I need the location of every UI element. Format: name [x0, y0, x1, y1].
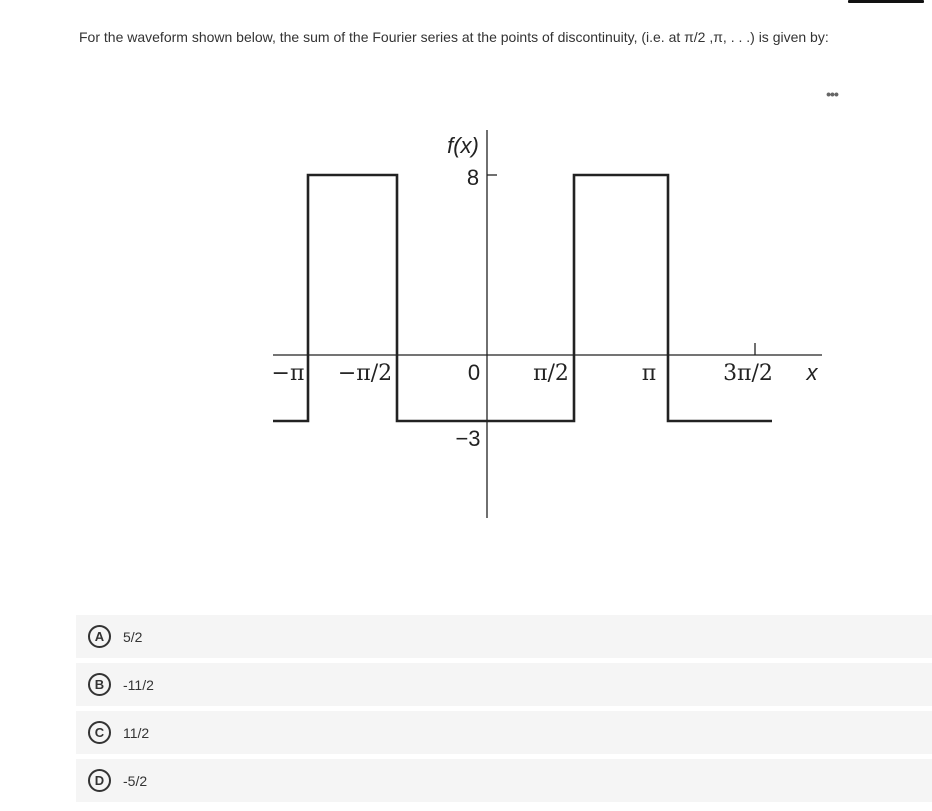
- option-c-label: 11/2: [123, 725, 150, 741]
- origin-label: 0: [467, 360, 481, 385]
- option-b[interactable]: [76, 663, 932, 706]
- x-tick-label-pi-2: π/2: [533, 361, 569, 386]
- option-d-label: -5/2: [123, 773, 148, 789]
- option-a-letter: A: [88, 625, 111, 648]
- option-a[interactable]: [76, 615, 932, 658]
- option-a-label: 5/2: [123, 629, 143, 645]
- x-tick-label-3pi-2: 3π/2: [723, 361, 773, 386]
- option-b-letter: B: [88, 673, 111, 696]
- option-c[interactable]: [76, 711, 932, 754]
- x-tick-label-neg-pi: −π: [271, 361, 305, 386]
- option-c-letter: C: [88, 721, 111, 744]
- x-axis-label: x: [806, 360, 818, 385]
- more-horizontal-icon[interactable]: •••: [826, 86, 838, 102]
- y-tick-label-neg3: −3: [455, 426, 481, 451]
- x-tick-label-neg-pi-2: −π/2: [337, 361, 393, 386]
- x-tick-label-pi: π: [641, 361, 657, 386]
- question-text: For the waveform shown below, the sum of the Fourier series at the points of discontinuity, (i.e. at π/2 ,π, . . .) is given by:: [79, 29, 829, 45]
- y-tick-label-8: 8: [466, 165, 480, 190]
- option-d[interactable]: [76, 759, 932, 802]
- option-b-label: -11/2: [123, 677, 154, 693]
- option-d-letter: D: [88, 769, 111, 792]
- y-axis-label: f(x): [447, 133, 479, 158]
